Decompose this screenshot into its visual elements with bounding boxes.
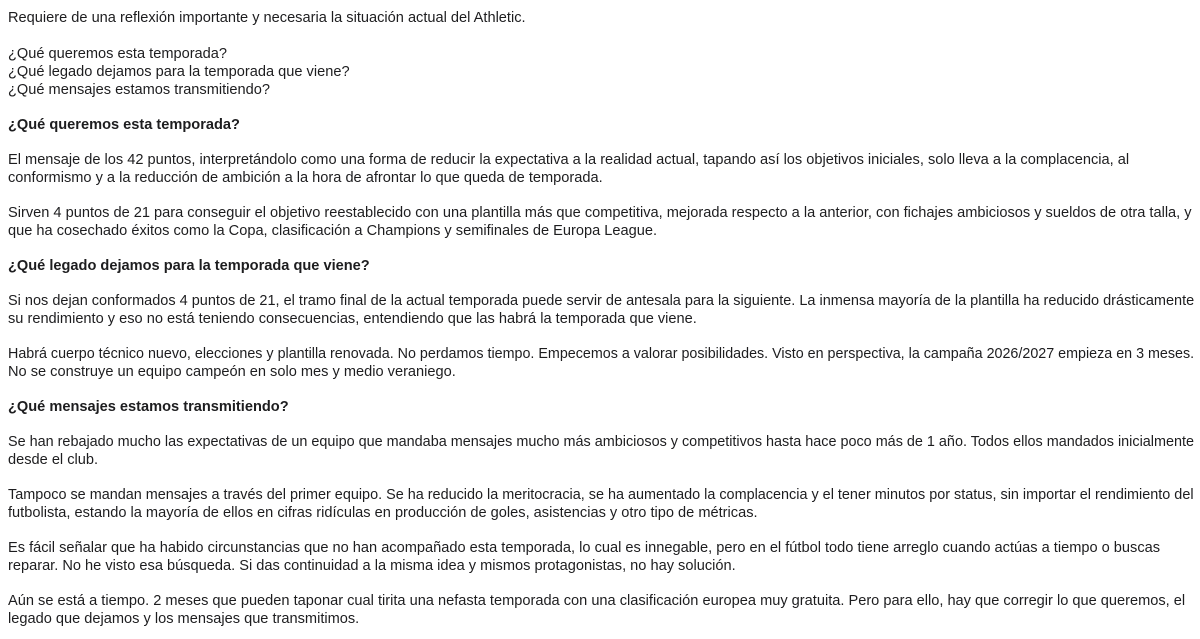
section-2-paragraph-1-line-1: Si nos dejan conformados 4 puntos de 21, el tramo final de la actual temporada puede servir de antesala para la siguiente. La inmensa mayoría de la plantilla ha reducido drásticamente [8,293,1195,309]
section-1-heading: ¿Qué queremos esta temporada? [8,117,240,133]
question-2: ¿Qué legado dejamos para la temporada que viene? [8,64,350,80]
question-1: ¿Qué queremos esta temporada? [8,46,228,62]
intro-paragraph: Requiere de una reflexión importante y necesaria la situación actual del Athletic. [8,10,526,26]
section-1-paragraph-2-line-1: Sirven 4 puntos de 21 para conseguir el objetivo reestablecido con una plantilla más que competitiva, mejorada respecto a la anterior, con fichajes ambiciosos y sueldos de otra talla, y [8,205,1192,221]
section-3-paragraph-3-line-1: Es fácil señalar que ha habido circunstancias que no han acompañado esta temporada, lo cual es innegable, pero en el fútbol todo tiene arreglo cuando actúas a tiempo o buscas [8,540,1161,556]
section-1-paragraph-1-line-2: conformismo y a la reducción de ambición a la hora de afrontar lo que queda de temporada. [8,170,603,186]
section-3-paragraph-4-line-2: legado que dejamos y los mensajes que transmitimos. [8,611,360,627]
section-3-paragraph-1-line-2: desde el club. [8,452,99,468]
section-3-paragraph-3-line-2: reparar. No he visto esa búsqueda. Si das continuidad a la misma idea y mismos protagonistas, no hay solución. [8,558,736,574]
question-3: ¿Qué mensajes estamos transmitiendo? [8,82,270,98]
section-2-paragraph-2-line-1: Habrá cuerpo técnico nuevo, elecciones y plantilla renovada. No perdamos tiempo. Empecemos a valorar posibilidades. Visto en perspectiva, la campaña 2026/2027 empieza en 3 meses. [8,346,1195,362]
section-3-heading: ¿Qué mensajes estamos transmitiendo? [8,399,289,415]
section-3-paragraph-4-line-1: Aún se está a tiempo. 2 meses que pueden taponar cual tirita una nefasta temporada con una clasificación europea muy gratuita. Pero para ello, hay que corregir lo que queremos, el [8,593,1186,609]
section-1-paragraph-2-line-2: que ha cosechado éxitos como la Copa, clasificación a Champions y semifinales de Europa League. [8,223,657,239]
section-2-paragraph-2-line-2: No se construye un equipo campeón en solo mes y medio veraniego. [8,364,456,380]
section-2-heading: ¿Qué legado dejamos para la temporada que viene? [8,258,370,274]
section-3-paragraph-2-line-1: Tampoco se mandan mensajes a través del primer equipo. Se ha reducido la meritocracia, se ha aumentado la complacencia y el tener minutos por status, sin importar el rendimiento del [8,487,1194,503]
section-1-paragraph-1-line-1: El mensaje de los 42 puntos, interpretándolo como una forma de reducir la expectativa a la realidad actual, tapando así los objetivos iniciales, solo lleva a la complacencia, al [8,152,1130,168]
section-3-paragraph-1-line-1: Se han rebajado mucho las expectativas de un equipo que mandaba mensajes mucho más ambiciosos y competitivos hasta hace poco más de 1 año. Todos ellos mandados inicialmente [8,434,1195,450]
section-3-paragraph-2-line-2: futbolista, estando la mayoría de ellos en cifras ridículas en producción de goles, asistencias y otro tipo de métricas. [8,505,758,521]
section-2-paragraph-1-line-2: su rendimiento y eso no está teniendo consecuencias, entendiendo que las habrá la temporada que viene. [8,311,697,327]
